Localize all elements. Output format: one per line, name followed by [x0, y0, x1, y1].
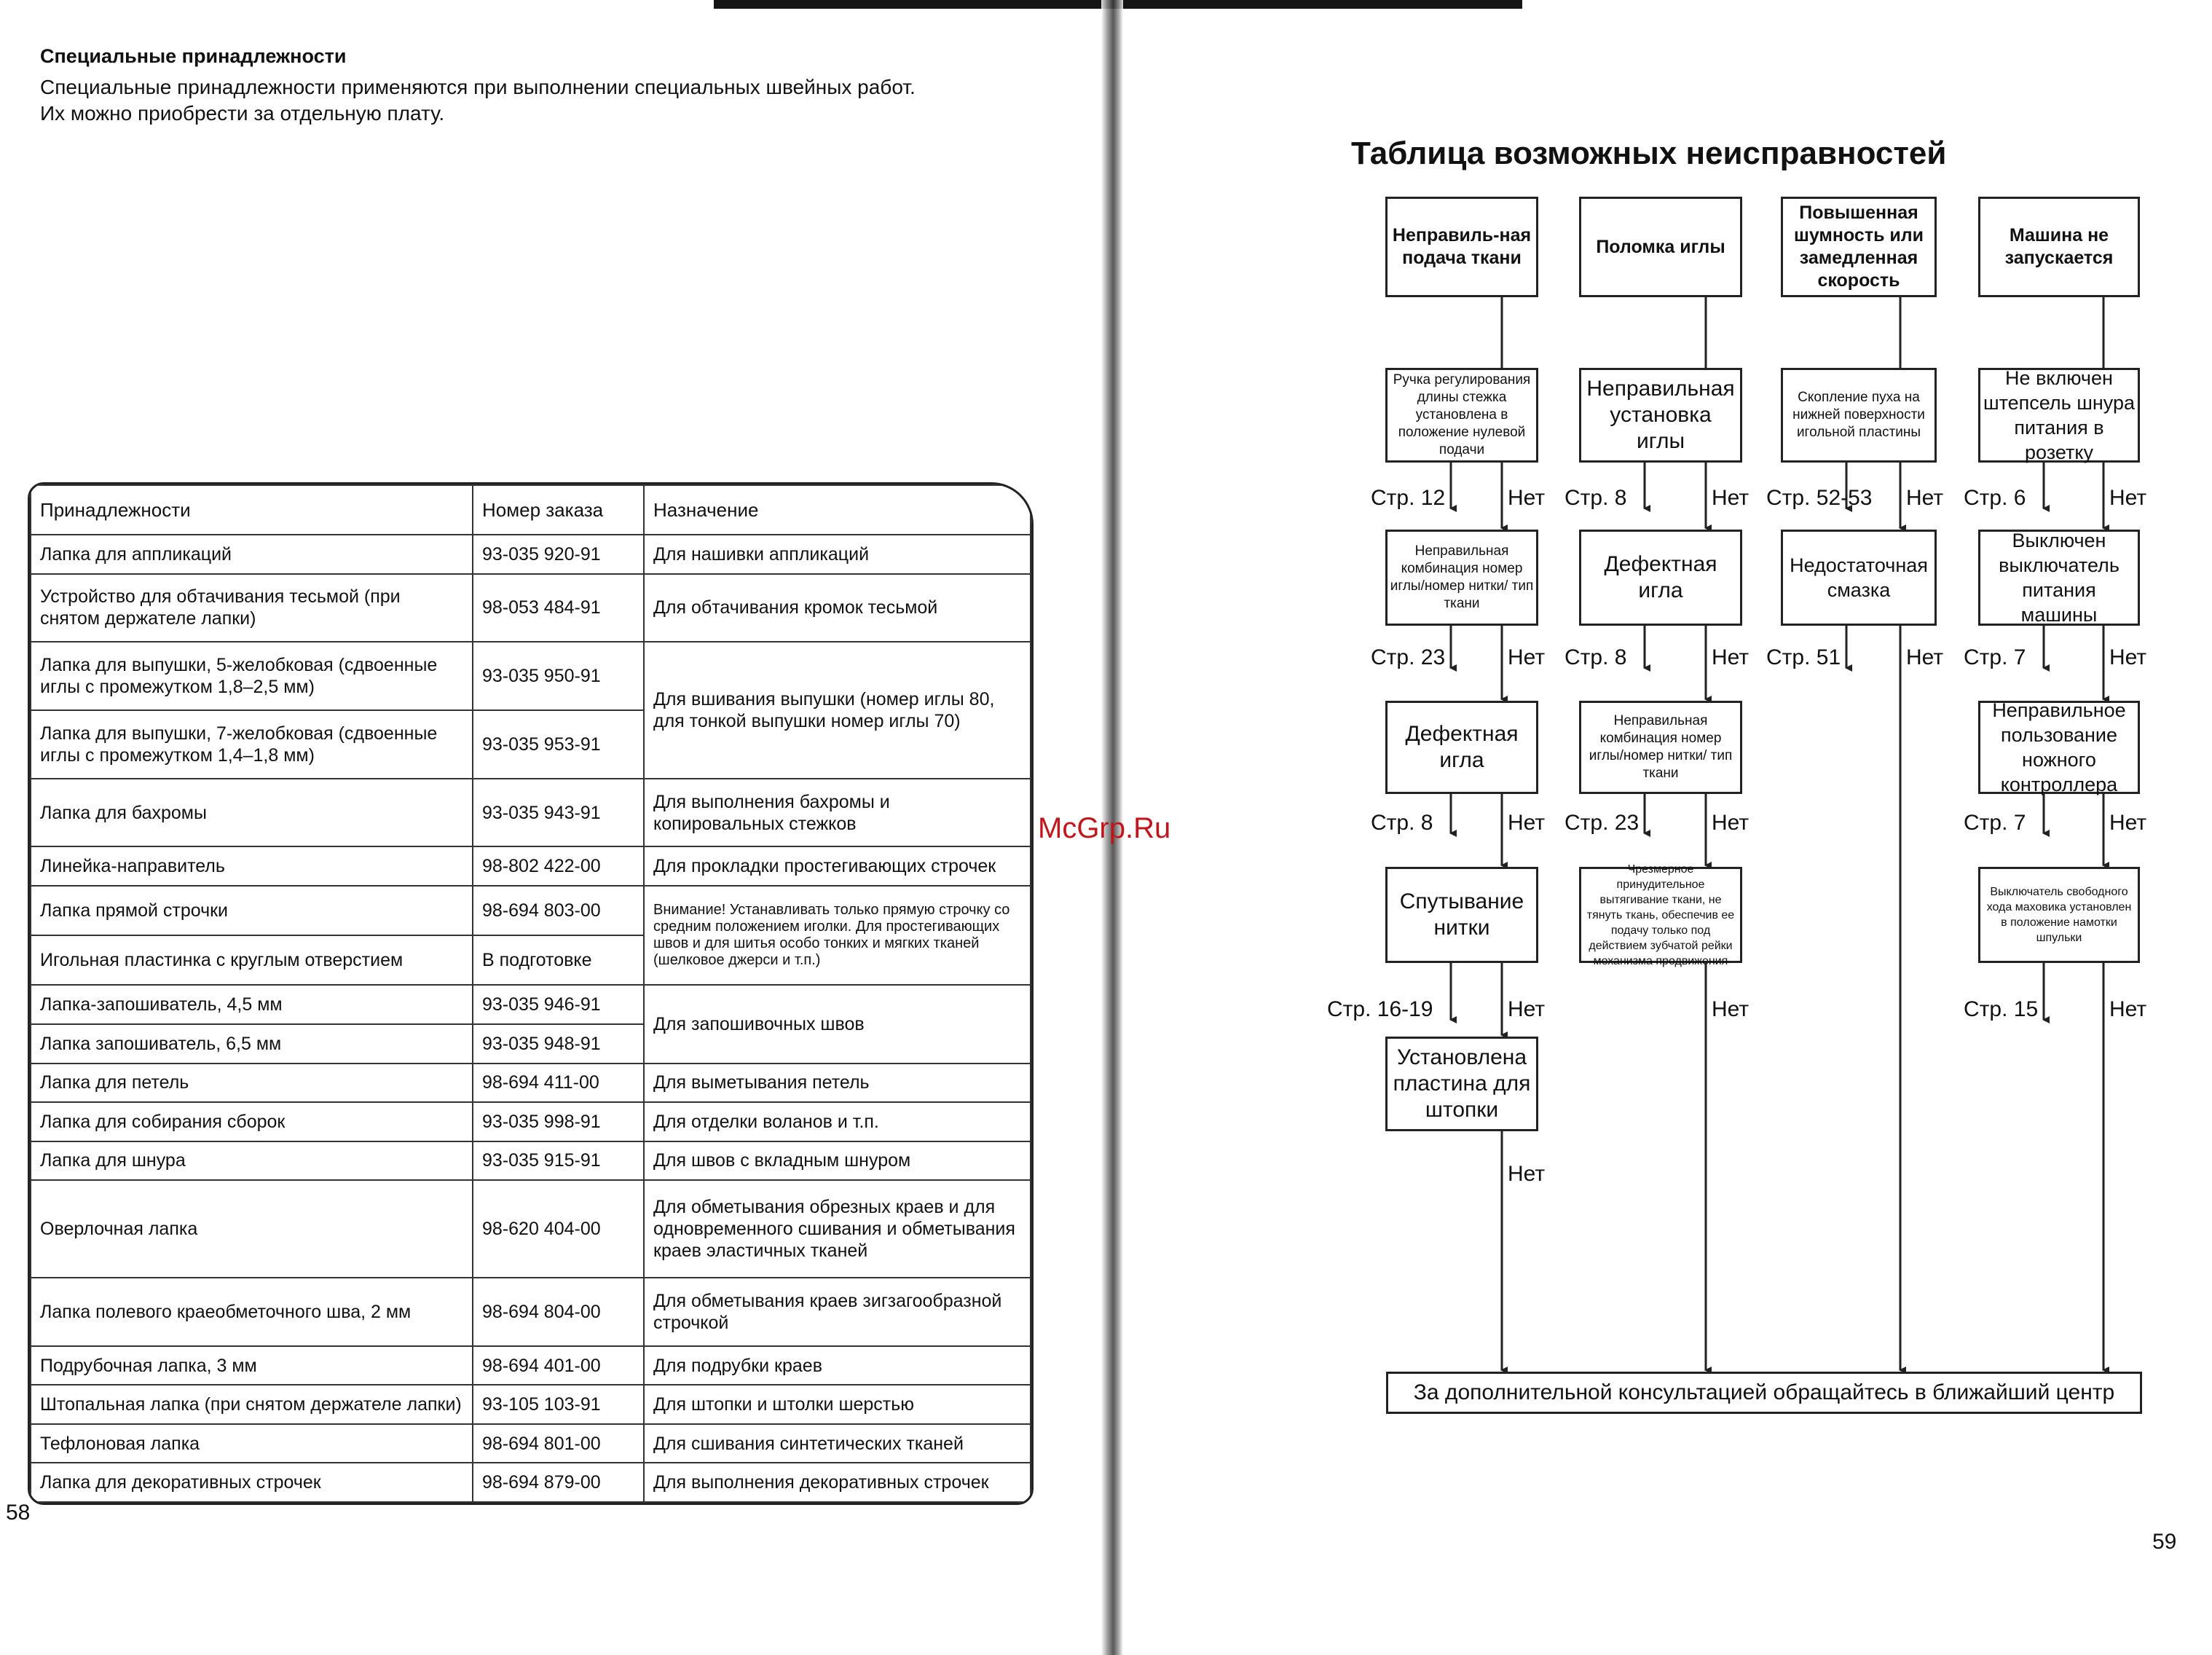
fault-step-box — [1579, 701, 1742, 794]
purpose-cell: Для сшивания синтетических тканей — [644, 1424, 1031, 1463]
page-reference: Стр. 7 — [1964, 645, 2026, 669]
fault-step-text: Дефектная игла — [1604, 552, 1717, 602]
no-label: Нет — [1712, 997, 1749, 1021]
order-cell: 98-694 804-00 — [473, 1278, 644, 1346]
final-advice-text: За дополнительной консультацией обращайтесь в ближайший центр — [1413, 1380, 2115, 1404]
page-reference: Стр. 7 — [1964, 811, 2026, 835]
no-label: Нет — [1508, 997, 1546, 1021]
no-label: Нет — [1508, 645, 1546, 669]
fault-step-text: Неправильное пользование ножного контроллера — [1992, 699, 2126, 795]
order-cell: 93-035 943-91 — [473, 779, 644, 847]
page-number-right: 59 — [2152, 1530, 2177, 1554]
fault-step-text: Спутывание нитки — [1399, 889, 1524, 940]
fault-step-box — [1781, 530, 1937, 626]
fault-step-box — [1385, 1037, 1538, 1131]
fault-step-text: Неправильная комбинация номер иглы/номер нитки/ тип ткани — [1589, 713, 1733, 781]
purpose-cell: Для выполнения бахромы и копировальных стежков — [644, 779, 1031, 847]
order-cell: 98-802 422-00 — [473, 846, 644, 886]
fault-step-box — [1385, 867, 1538, 963]
no-label: Нет — [2109, 486, 2147, 510]
fault-step-box — [1978, 530, 2140, 626]
page-reference: Стр. 8 — [1371, 811, 1433, 835]
fault-column-header — [1978, 197, 2140, 297]
order-cell: 93-035 953-91 — [473, 710, 644, 779]
purpose-cell: Для выполнения декоративных строчек — [644, 1463, 1031, 1502]
order-cell: 93-035 915-91 — [473, 1141, 644, 1181]
page-number-left: 58 — [6, 1501, 31, 1525]
order-cell: 98-053 484-91 — [473, 574, 644, 642]
order-cell: 93-035 948-91 — [473, 1024, 644, 1064]
order-cell: 93-105 103-91 — [473, 1385, 644, 1424]
page-reference: Стр. 15 — [1964, 997, 2039, 1021]
no-label: Нет — [1508, 811, 1546, 835]
fault-column-header — [1781, 197, 1937, 297]
order-cell: 93-035 920-91 — [473, 535, 644, 574]
no-label: Нет — [1712, 811, 1749, 835]
purpose-cell: Для обтачивания кромок тесьмой — [644, 574, 1031, 642]
fault-step-text: Выключатель свободного хода маховика установлен в положение намотки шпульки — [1986, 886, 2132, 944]
purpose-cell: Для штопки и штолки шерстью — [644, 1385, 1031, 1424]
page-reference: Стр. 6 — [1964, 486, 2026, 510]
order-cell: 93-035 998-91 — [473, 1102, 644, 1141]
order-cell: 98-694 801-00 — [473, 1424, 644, 1463]
fault-step-box — [1781, 368, 1937, 463]
header-purpose: Назначение — [644, 485, 1031, 535]
fault-step-text: Неправильная комбинация номер иглы/номер нитки/ тип ткани — [1390, 543, 1534, 611]
accessory-cell: Оверлочная лапка — [31, 1180, 473, 1278]
accessories-title: Специальные принадлежности — [40, 45, 347, 67]
order-cell: 98-694 879-00 — [473, 1463, 644, 1502]
fault-step-box — [1385, 530, 1538, 626]
accessory-cell: Лапка прямой строчки — [31, 886, 473, 935]
fault-step-text: Установлена пластина для штопки — [1393, 1045, 1531, 1122]
no-label: Нет — [1508, 1162, 1546, 1186]
fault-step-box — [1579, 368, 1742, 463]
fault-step-text: Недостаточная смазка — [1790, 554, 1928, 601]
fault-header-text: Неправиль-ная подача ткани — [1392, 225, 1532, 268]
accessory-cell: Устройство для обтачивания тесьмой (при снятом держателе лапки) — [31, 574, 473, 642]
page-reference: Стр. 16-19 — [1327, 997, 1433, 1021]
fault-header-text: Машина не запускается — [2004, 225, 2114, 268]
accessory-cell: Лапка полевого краеобметочного шва, 2 мм — [31, 1278, 473, 1346]
fault-header-text: Повышенная шумность или замедленная скорость — [1793, 203, 1924, 291]
no-label: Нет — [1712, 645, 1749, 669]
no-label: Нет — [2109, 997, 2147, 1021]
fault-column-header — [1579, 197, 1742, 297]
page-reference: Стр. 52-53 — [1766, 486, 1873, 510]
fault-step-text: Скопление пуха на нижней поверхности игольной пластины — [1792, 390, 1925, 440]
accessory-cell: Лапка для бахромы — [31, 779, 473, 847]
no-label: Нет — [2109, 811, 2147, 835]
header-order-number: Номер заказа — [473, 485, 644, 535]
fault-step-box — [1978, 368, 2140, 463]
fault-step-text: Выключен выключатель питания машины — [1999, 530, 2119, 626]
page-reference: Стр. 51 — [1766, 645, 1841, 669]
accessory-cell: Лапка для выпушки, 7-желобковая (сдвоенные иглы с промежутком 1,4–1,8 мм) — [31, 710, 473, 779]
accessory-cell: Тефлоновая лапка — [31, 1424, 473, 1463]
fault-step-text: Чрезмерное принудительное вытягивание ткани, не тянуть ткань, обеспечив ее подачу только под действием зубчатой рейки механизма продвижения — [1586, 862, 1735, 967]
fault-step-text: Ручка регулирования длины стежка установлена в положение нулевой подачи — [1393, 372, 1531, 457]
order-cell: 98-620 404-00 — [473, 1180, 644, 1278]
purpose-cell: Для обметывания краев зигзагообразной строчкой — [644, 1278, 1031, 1346]
accessory-cell: Лапка для выпушки, 5-желобковая (сдвоенные иглы с промежутком 1,8–2,5 мм) — [31, 642, 473, 710]
purpose-cell: Для прокладки простегивающих строчек — [644, 846, 1031, 886]
no-label: Нет — [1508, 486, 1546, 510]
order-cell: 98-694 803-00 — [473, 886, 644, 935]
fault-step-text: Не включен штепсель шнура питания в розетку — [1983, 367, 2136, 463]
fault-header-text: Поломка иглы — [1596, 236, 1725, 257]
fault-step-text: Неправильная установка иглы — [1586, 377, 1735, 453]
accessory-cell: Лапка для петель — [31, 1064, 473, 1103]
accessory-cell: Линейка-направитель — [31, 846, 473, 886]
accessory-cell: Лапка для аппликаций — [31, 535, 473, 574]
purpose-cell: Для выметывания петель — [644, 1064, 1031, 1103]
header-accessories: Принадлежности — [31, 485, 473, 535]
purpose-cell: Для обметывания обрезных краев и для одновременного сшивания и обметывания краев эластичных тканей — [644, 1180, 1031, 1278]
intro-line-2: Их можно приобрести за отдельную плату. — [40, 102, 445, 125]
fault-step-box — [1978, 701, 2140, 794]
accessory-cell: Лапка для шнура — [31, 1141, 473, 1181]
order-cell: 98-694 411-00 — [473, 1064, 644, 1103]
fault-step-box — [1579, 862, 1742, 967]
accessory-cell: Игольная пластинка с круглым отверстием — [31, 935, 473, 985]
fault-step-box — [1385, 701, 1538, 794]
page-reference: Стр. 12 — [1371, 486, 1446, 510]
fault-step-box — [1978, 867, 2140, 963]
no-label: Нет — [1712, 486, 1749, 510]
page-reference: Стр. 8 — [1564, 645, 1627, 669]
accessory-cell: Лапка запошиватель, 6,5 мм — [31, 1024, 473, 1064]
page-reference: Стр. 23 — [1371, 645, 1446, 669]
accessory-cell: Лапка для декоративных строчек — [31, 1463, 473, 1502]
no-label: Нет — [1906, 486, 1944, 510]
order-cell: 93-035 950-91 — [473, 642, 644, 710]
accessory-cell: Подрубочная лапка, 3 мм — [31, 1346, 473, 1385]
fault-column-header — [1385, 197, 1538, 297]
accessory-cell: Лапка для собирания сборок — [31, 1102, 473, 1141]
fault-step-text: Дефектная игла — [1405, 722, 1519, 772]
purpose-cell: Для швов с вкладным шнуром — [644, 1141, 1031, 1181]
no-label: Нет — [1906, 645, 1944, 669]
purpose-cell-felling: Для запошивочных швов — [644, 985, 1031, 1063]
intro-line-1: Специальные принадлежности применяются при выполнении специальных швейных работ. — [40, 76, 916, 98]
watermark-text: McGrp.Ru — [1038, 812, 1171, 844]
purpose-cell-piping: Для вшивания выпушки (номер иглы 80, для тонкой выпушки номер иглы 70) — [644, 642, 1031, 778]
no-label: Нет — [2109, 645, 2147, 669]
page-reference: Стр. 8 — [1564, 486, 1627, 510]
purpose-cell-warning: Внимание! Устанавливать только прямую строчку со средним положением иголки. Для простегивающих швов и для шитья особо тонких и мягких тканей (шелковое джерси и т.п.) — [644, 886, 1031, 986]
order-cell: В подготовке — [473, 935, 644, 985]
fault-step-box — [1385, 368, 1538, 463]
faults-table-title: Таблица возможных неисправностей — [1351, 135, 1947, 171]
purpose-cell: Для подрубки краев — [644, 1346, 1031, 1385]
final-advice-box — [1386, 1372, 2142, 1414]
purpose-cell: Для отделки воланов и т.п. — [644, 1102, 1031, 1141]
order-cell: 98-694 401-00 — [473, 1346, 644, 1385]
accessory-cell: Лапка-запошиватель, 4,5 мм — [31, 985, 473, 1024]
page-reference: Стр. 23 — [1564, 811, 1640, 835]
order-cell: 93-035 946-91 — [473, 985, 644, 1024]
purpose-cell: Для нашивки аппликаций — [644, 535, 1031, 574]
fault-step-box — [1579, 530, 1742, 626]
accessory-cell: Штопальная лапка (при снятом держателе лапки) — [31, 1385, 473, 1424]
